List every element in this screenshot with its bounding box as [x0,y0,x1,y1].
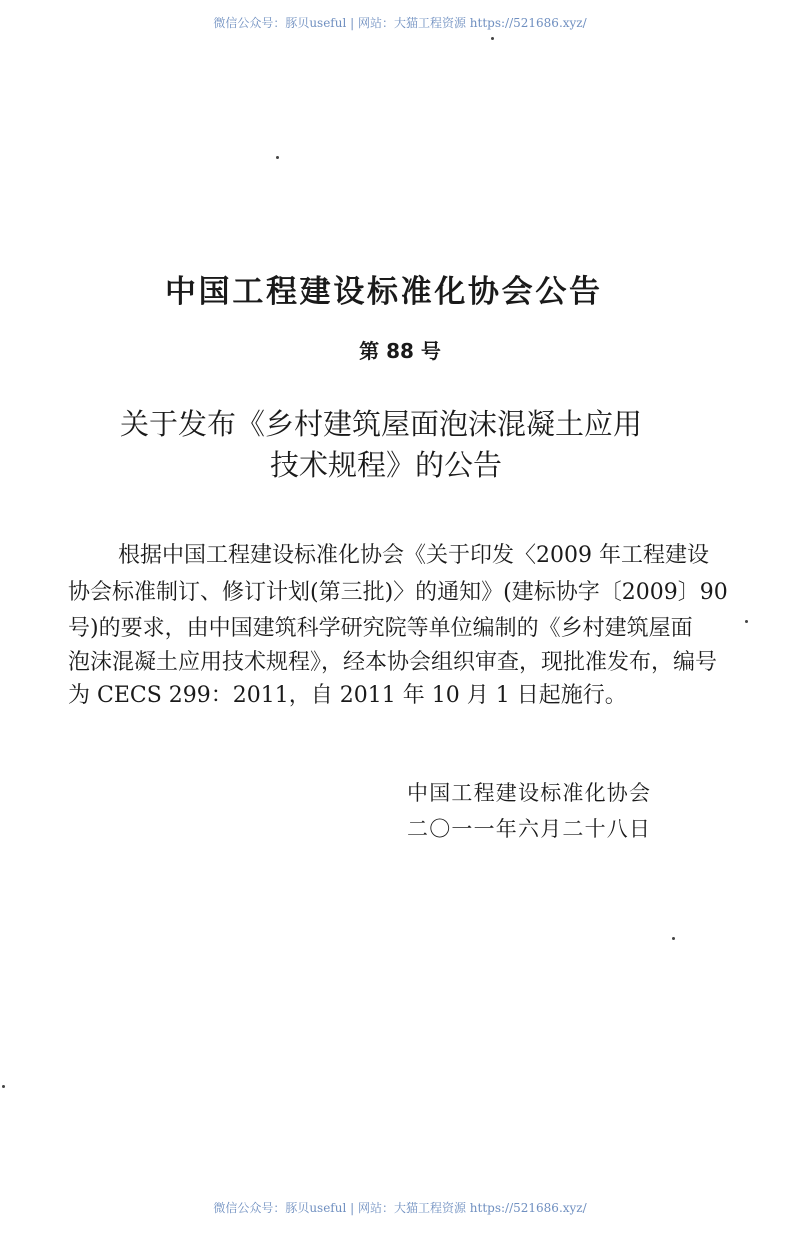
subtitle-line-1: 关于发布《乡村建筑屋面泡沫混凝土应用 [120,407,643,441]
body-line: 号)的要求，由中国建筑科学研究院等单位编制的《乡村建筑屋面 [68,616,693,641]
scan-speck [672,937,675,940]
scan-speck [491,37,494,40]
watermark-bottom: 微信公众号：豚贝useful | 网站：大猫工程资源 https://521686.xyz/ [213,1201,587,1215]
body-line: 根据中国工程建设标准化协会《关于印发〈2009 年工程建设 [118,543,709,568]
body-line: 为 CECS 299：2011，自 2011 年 10 月 1 日起施行。 [68,683,627,708]
signature-date: 二〇一一年六月二十八日 [407,817,650,841]
subtitle-line-2: 技术规程》的公告 [270,448,503,482]
signature-org: 中国工程建设标准化协会 [407,781,650,805]
body-line: 泡沫混凝土应用技术规程》，经本协会组织审查，现批准发布，编号 [68,650,718,675]
watermark-top: 微信公众号：豚贝useful | 网站：大猫工程资源 https://521686.xyz/ [213,16,587,30]
scan-speck [745,620,748,623]
announcement-number: 第 88 号 [359,339,441,363]
body-line: 协会标准制订、修订计划(第三批)〉的通知》(建标协字〔2009〕90 [68,580,728,605]
page-title: 中国工程建设标准化协会公告 [165,274,600,310]
scan-speck [276,156,279,159]
scan-speck [2,1085,5,1088]
